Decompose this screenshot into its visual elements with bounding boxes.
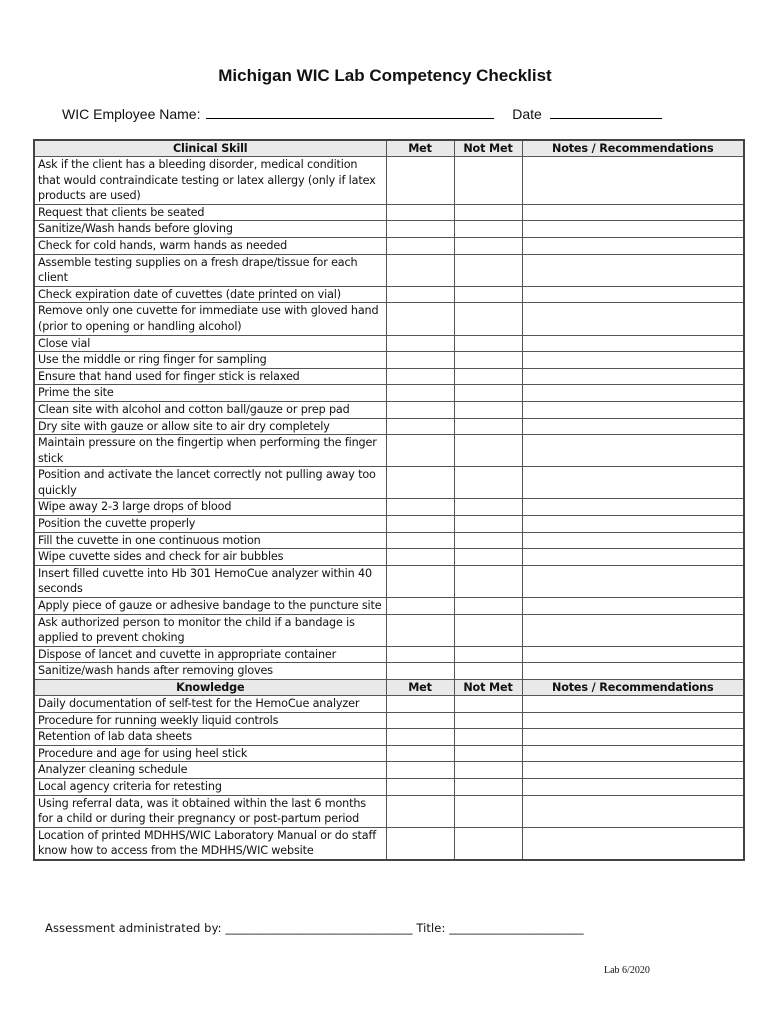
header-row: [34, 140, 744, 157]
clinical-skill-label: Close vial: [34, 335, 386, 352]
clinical-skill-row: [34, 157, 744, 205]
notes-cell[interactable]: [522, 221, 744, 238]
notes-cell[interactable]: [522, 598, 744, 615]
met-cell[interactable]: [386, 221, 454, 238]
met-cell[interactable]: [386, 663, 454, 680]
met-cell[interactable]: [386, 303, 454, 335]
clinical-skill-row: [34, 237, 744, 254]
clinical-skill-row: [34, 646, 744, 663]
not-met-cell[interactable]: [454, 254, 522, 286]
date-label: Date: [512, 106, 542, 122]
met-header: Met: [386, 680, 454, 696]
notes-cell[interactable]: [522, 795, 744, 827]
clinical-skill-label: Position and activate the lancet correctly not pulling away too quickly: [34, 467, 386, 499]
knowledge-item-row: [34, 795, 744, 827]
met-cell[interactable]: [386, 435, 454, 467]
knowledge-item-row: [34, 827, 744, 860]
not-met-cell[interactable]: [454, 204, 522, 221]
notes-cell[interactable]: [522, 663, 744, 680]
notes-cell[interactable]: [522, 646, 744, 663]
clinical-skill-label: Check expiration date of cuvettes (date printed on vial): [34, 286, 386, 303]
not-met-cell[interactable]: [454, 549, 522, 566]
notes-cell[interactable]: [522, 368, 744, 385]
met-cell[interactable]: [386, 795, 454, 827]
notes-cell[interactable]: [522, 467, 744, 499]
notes-cell[interactable]: [522, 614, 744, 646]
not-met-cell[interactable]: [454, 762, 522, 779]
clinical-skill-row: [34, 254, 744, 286]
knowledge-item-row: [34, 745, 744, 762]
met-cell[interactable]: [386, 335, 454, 352]
section-header: Clinical Skill: [34, 140, 386, 157]
met-cell[interactable]: [386, 762, 454, 779]
clinical-skill-label: Assemble testing supplies on a fresh drape/tissue for each client: [34, 254, 386, 286]
knowledge-item-label: Location of printed MDHHS/WIC Laboratory Manual or do staff know how to access from the MDHHS/WIC website: [34, 827, 386, 860]
employee-name-field[interactable]: [206, 104, 494, 119]
met-cell[interactable]: [386, 712, 454, 729]
clinical-skill-row: [34, 286, 744, 303]
notes-cell[interactable]: [522, 565, 744, 597]
notes-cell[interactable]: [522, 401, 744, 418]
clinical-skill-label: Remove only one cuvette for immediate use with gloved hand (prior to opening or handling alcohol): [34, 303, 386, 335]
met-cell[interactable]: [386, 696, 454, 713]
met-cell[interactable]: [386, 598, 454, 615]
not-met-cell[interactable]: [454, 729, 522, 746]
not-met-cell[interactable]: [454, 827, 522, 860]
notes-cell[interactable]: [522, 516, 744, 533]
met-cell[interactable]: [386, 549, 454, 566]
clinical-skill-label: Insert filled cuvette into Hb 301 HemoCue analyzer within 40 seconds: [34, 565, 386, 597]
clinical-skill-row: [34, 418, 744, 435]
competency-table: [33, 139, 745, 861]
clinical-skill-label: Wipe cuvette sides and check for air bubbles: [34, 549, 386, 566]
notes-cell[interactable]: [522, 696, 744, 713]
header-row: [34, 680, 744, 696]
notes-cell[interactable]: [522, 499, 744, 516]
not-met-cell[interactable]: [454, 435, 522, 467]
clinical-skill-label: Wipe away 2-3 large drops of blood: [34, 499, 386, 516]
met-cell[interactable]: [386, 286, 454, 303]
notes-cell[interactable]: [522, 762, 744, 779]
notes-cell[interactable]: [522, 532, 744, 549]
met-cell[interactable]: [386, 385, 454, 402]
clinical-skill-row: [34, 516, 744, 533]
knowledge-item-label: Retention of lab data sheets: [34, 729, 386, 746]
not-met-cell[interactable]: [454, 401, 522, 418]
notes-cell[interactable]: [522, 712, 744, 729]
clinical-skill-label: Dry site with gauze or allow site to air dry completely: [34, 418, 386, 435]
not-met-cell[interactable]: [454, 221, 522, 238]
met-cell[interactable]: [386, 614, 454, 646]
not-met-cell[interactable]: [454, 499, 522, 516]
met-cell[interactable]: [386, 565, 454, 597]
notes-cell[interactable]: [522, 778, 744, 795]
clinical-skill-label: Ask authorized person to monitor the child if a bandage is applied to prevent choking: [34, 614, 386, 646]
clinical-skill-row: [34, 532, 744, 549]
clinical-skill-label: Check for cold hands, warm hands as needed: [34, 237, 386, 254]
met-cell[interactable]: [386, 368, 454, 385]
clinical-skill-row: [34, 435, 744, 467]
not-met-cell[interactable]: [454, 237, 522, 254]
clinical-skill-row: [34, 614, 744, 646]
knowledge-item-label: Using referral data, was it obtained within the last 6 months for a child or during their pregnancy or post-partum period: [34, 795, 386, 827]
not-met-cell[interactable]: [454, 368, 522, 385]
not-met-cell[interactable]: [454, 663, 522, 680]
not-met-cell[interactable]: [454, 565, 522, 597]
clinical-skill-row: [34, 385, 744, 402]
knowledge-item-row: [34, 762, 744, 779]
met-cell[interactable]: [386, 352, 454, 369]
clinical-skill-row: [34, 598, 744, 615]
not-met-cell[interactable]: [454, 516, 522, 533]
date-field[interactable]: [550, 104, 662, 119]
knowledge-item-label: Daily documentation of self-test for the HemoCue analyzer: [34, 696, 386, 713]
not-met-header: Not Met: [454, 140, 522, 157]
notes-cell[interactable]: [522, 729, 744, 746]
document-title: Michigan WIC Lab Competency Checklist: [218, 66, 552, 85]
clinical-skill-label: Position the cuvette properly: [34, 516, 386, 533]
met-cell[interactable]: [386, 418, 454, 435]
not-met-cell[interactable]: [454, 795, 522, 827]
not-met-cell[interactable]: [454, 335, 522, 352]
notes-header: Notes / Recommendations: [522, 140, 744, 157]
not-met-cell[interactable]: [454, 696, 522, 713]
notes-cell[interactable]: [522, 335, 744, 352]
knowledge-item-label: Procedure for running weekly liquid controls: [34, 712, 386, 729]
notes-cell[interactable]: [522, 745, 744, 762]
knowledge-item-label: Local agency criteria for retesting: [34, 778, 386, 795]
knowledge-item-row: [34, 778, 744, 795]
clinical-skill-label: Fill the cuvette in one continuous motion: [34, 532, 386, 549]
met-cell[interactable]: [386, 827, 454, 860]
notes-cell[interactable]: [522, 286, 744, 303]
clinical-skill-label: Use the middle or ring finger for sampling: [34, 352, 386, 369]
met-cell[interactable]: [386, 204, 454, 221]
clinical-skill-row: [34, 499, 744, 516]
notes-cell[interactable]: [522, 204, 744, 221]
clinical-skill-label: Maintain pressure on the fingertip when performing the finger stick: [34, 435, 386, 467]
met-cell[interactable]: [386, 532, 454, 549]
clinical-skill-label: Dispose of lancet and cuvette in appropriate container: [34, 646, 386, 663]
notes-cell[interactable]: [522, 237, 744, 254]
met-cell[interactable]: [386, 499, 454, 516]
met-cell[interactable]: [386, 467, 454, 499]
clinical-skill-label: Sanitize/Wash hands before gloving: [34, 221, 386, 238]
clinical-skill-label: Prime the site: [34, 385, 386, 402]
notes-cell[interactable]: [522, 385, 744, 402]
met-cell[interactable]: [386, 157, 454, 205]
clinical-skill-row: [34, 467, 744, 499]
knowledge-item-row: [34, 712, 744, 729]
clinical-skill-label: Clean site with alcohol and cotton ball/gauze or prep pad: [34, 401, 386, 418]
not-met-cell[interactable]: [454, 778, 522, 795]
met-cell[interactable]: [386, 745, 454, 762]
knowledge-item-label: Analyzer cleaning schedule: [34, 762, 386, 779]
competency-table-body: [34, 140, 744, 860]
employee-date-line: [62, 104, 662, 122]
not-met-cell[interactable]: [454, 745, 522, 762]
notes-cell[interactable]: [522, 157, 744, 205]
knowledge-item-row: [34, 729, 744, 746]
notes-header: Notes / Recommendations: [522, 680, 744, 696]
lab-code: Lab 6/2020: [604, 965, 650, 976]
not-met-cell[interactable]: [454, 352, 522, 369]
clinical-skill-row: [34, 204, 744, 221]
clinical-skill-row: [34, 549, 744, 566]
clinical-skill-label: Request that clients be seated: [34, 204, 386, 221]
notes-cell[interactable]: [522, 352, 744, 369]
not-met-cell[interactable]: [454, 614, 522, 646]
not-met-cell[interactable]: [454, 467, 522, 499]
not-met-cell[interactable]: [454, 385, 522, 402]
not-met-cell[interactable]: [454, 712, 522, 729]
met-cell[interactable]: [386, 401, 454, 418]
met-cell[interactable]: [386, 516, 454, 533]
met-cell[interactable]: [386, 646, 454, 663]
knowledge-item-row: [34, 696, 744, 713]
knowledge-item-label: Procedure and age for using heel stick: [34, 745, 386, 762]
notes-cell[interactable]: [522, 549, 744, 566]
assessment-line: Assessment administrated by: ________________________________ Title: _______________________: [45, 921, 584, 935]
met-header: Met: [386, 140, 454, 157]
not-met-cell[interactable]: [454, 418, 522, 435]
clinical-skill-row: [34, 401, 744, 418]
notes-cell[interactable]: [522, 254, 744, 286]
not-met-cell[interactable]: [454, 646, 522, 663]
clinical-skill-label: Apply piece of gauze or adhesive bandage to the puncture site: [34, 598, 386, 615]
not-met-cell[interactable]: [454, 532, 522, 549]
clinical-skill-row: [34, 663, 744, 680]
met-cell[interactable]: [386, 237, 454, 254]
clinical-skill-row: [34, 352, 744, 369]
section-header: Knowledge: [34, 680, 386, 696]
clinical-skill-label: Sanitize/wash hands after removing gloves: [34, 663, 386, 680]
employee-name-label: WIC Employee Name:: [62, 106, 201, 122]
clinical-skill-row: [34, 221, 744, 238]
met-cell[interactable]: [386, 729, 454, 746]
not-met-header: Not Met: [454, 680, 522, 696]
notes-cell[interactable]: [522, 827, 744, 860]
clinical-skill-row: [34, 335, 744, 352]
not-met-cell[interactable]: [454, 598, 522, 615]
clinical-skill-label: Ensure that hand used for finger stick is relaxed: [34, 368, 386, 385]
not-met-cell[interactable]: [454, 303, 522, 335]
clinical-skill-row: [34, 368, 744, 385]
clinical-skill-label: Ask if the client has a bleeding disorder, medical condition that would contraindicate testing or latex allergy (only if latex products are used): [34, 157, 386, 205]
clinical-skill-row: [34, 303, 744, 335]
clinical-skill-row: [34, 565, 744, 597]
not-met-cell[interactable]: [454, 157, 522, 205]
notes-cell[interactable]: [522, 303, 744, 335]
notes-cell[interactable]: [522, 418, 744, 435]
met-cell[interactable]: [386, 254, 454, 286]
notes-cell[interactable]: [522, 435, 744, 467]
met-cell[interactable]: [386, 778, 454, 795]
not-met-cell[interactable]: [454, 286, 522, 303]
